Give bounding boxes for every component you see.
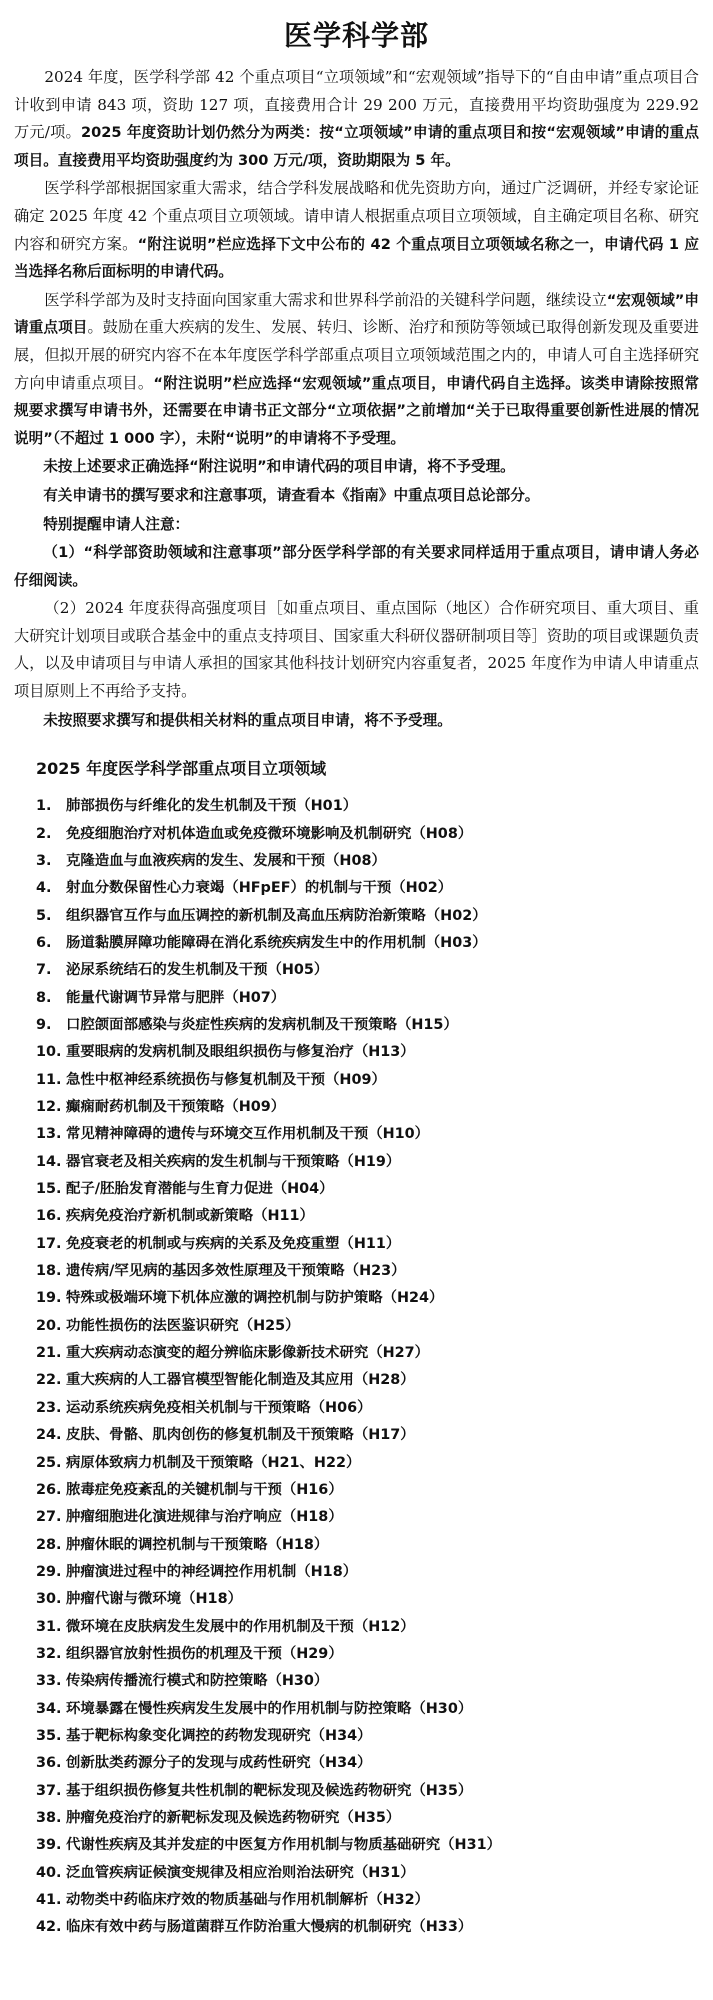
topic-number: 4.: [36, 880, 52, 897]
topic-number: 8.: [36, 989, 52, 1006]
scope-paragraph: [14, 175, 699, 285]
topic-text: 基于组织损伤修复共性机制的靶标发现及候选药物研究（H35）: [66, 1782, 473, 1799]
topic-list: [14, 793, 699, 1941]
topic-item: [36, 1258, 699, 1285]
topic-text: 免疫衰老的机制或与疾病的关系及免疫重塑（H11）: [66, 1235, 401, 1252]
topic-item: [36, 1559, 699, 1586]
topic-text: 创新肽类药源分子的发现与成药性研究（H34）: [66, 1755, 372, 1772]
reminder-item-2: （2）2024 年度获得高强度项目［如重点项目、重点国际（地区）合作研究项目、重大项目、重大研究计划项目或联合基金中的重点支持项目、国家重大科研仪器研制项目等］资助的项目或课题负责人，以及申请项目与申请人承担的国家其他科技计划研究内容重复者，2025 年度作为申请人申请重点项目原则上不再给予支持。: [14, 599, 699, 701]
topic-item: [36, 1176, 699, 1203]
topic-number: 25.: [36, 1454, 62, 1471]
topic-text: 肿瘤休眠的调控机制与干预策略（H18）: [66, 1536, 329, 1553]
topic-number: 30.: [36, 1591, 62, 1608]
topic-number: 2.: [36, 825, 52, 842]
topic-number: 1.: [36, 798, 52, 815]
topic-text: 重大疾病动态演变的超分辨临床影像新技术研究（H27）: [66, 1345, 430, 1362]
topic-number: 18.: [36, 1263, 62, 1280]
topic-item: [36, 1750, 699, 1777]
topic-text: 运动系统疾病免疫相关机制与干预策略（H06）: [66, 1399, 372, 1416]
special-reminder: 特别提醒申请人注意：: [43, 515, 190, 533]
topic-number: 15.: [36, 1181, 62, 1198]
topic-text: 肿瘤演进过程中的神经调控作用机制（H18）: [66, 1563, 358, 1580]
topic-item: [36, 1231, 699, 1258]
intro-text: 2024 年度，医学科学部 42 个重点项目“立项领域”和“宏观领域”指导下的“自由申请”重点项目合计收到申请 843 项，资助 127 项，直接费用合计 29 200 万元，直接费用平均资助强度为 229.92 万元/项。: [14, 68, 699, 142]
topic-item: [36, 793, 699, 820]
topic-text: 肿瘤代谢与微环境（H18）: [66, 1591, 242, 1608]
topic-text: 特殊或极端环境下机体应激的调控机制与防护策略（H24）: [66, 1290, 444, 1307]
topic-text: 癫痫耐药机制及干预策略（H09）: [66, 1099, 286, 1116]
macro-bold-text-2: “附注说明”栏应选择“宏观领域”重点项目，申请代码自主选择。该类申请除按照常规要求撰写申请书外，还需要在申请书正文部分“立项依据”之前增加“关于已取得重要创新性进展的情况说明”（不超过 1 000 字），未附“说明”的申请将不予受理。: [14, 374, 700, 447]
topic-text: 免疫细胞治疗对机体造血或免疫微环境影响及机制研究（H08）: [66, 825, 473, 842]
topic-item: [36, 1121, 699, 1148]
topic-item: [36, 1012, 699, 1039]
topic-item: [36, 1450, 699, 1477]
topic-item: [36, 821, 699, 848]
topic-number: 27.: [36, 1509, 62, 1526]
section-title: 2025 年度医学科学部重点项目立项领域: [36, 759, 327, 779]
topic-item: [36, 1805, 699, 1832]
topic-number: 3.: [36, 852, 52, 869]
topic-number: 17.: [36, 1235, 62, 1252]
topic-text: 传染病传播流行模式和防控策略（H30）: [66, 1673, 329, 1690]
topic-text: 肠道黏膜屏障功能障碍在消化系统疾病发生中的作用机制（H03）: [66, 934, 487, 951]
topic-item: [36, 1887, 699, 1914]
topic-text: 脓毒症免疫紊乱的关键机制与干预（H16）: [66, 1481, 343, 1498]
scope-text: 医学科学部根据国家重大需求，结合学科发展战略和优先资助方向，通过广泛调研，并经专家论证确定 2025 年度 42 个重点项目立项领域。请申请人根据重点项目立项领域，自主确定项目名称、研究内容和研究方案。: [14, 179, 699, 253]
topic-text: 功能性损伤的法医鉴识研究（H25）: [66, 1317, 300, 1334]
topic-number: 14.: [36, 1153, 62, 1170]
topic-number: 38.: [36, 1809, 62, 1826]
topic-number: 16.: [36, 1208, 62, 1225]
topic-text: 临床有效中药与肠道菌群互作防治重大慢病的机制研究（H33）: [66, 1919, 473, 1936]
topic-item: [36, 1067, 699, 1094]
topic-item: [36, 1340, 699, 1367]
topic-item: [36, 1614, 699, 1641]
topic-number: 5.: [36, 907, 52, 924]
closing-note: 未按照要求撰写和提供相关材料的重点项目申请，将不予受理。: [43, 711, 452, 729]
topic-text: 重要眼病的发病机制及眼组织损伤与修复治疗（H13）: [66, 1044, 415, 1061]
topic-text: 泛血管疾病证候演变规律及相应治则治法研究（H31）: [66, 1864, 415, 1881]
page-title: 医学科学部: [283, 19, 429, 52]
topic-text: 能量代谢调节异常与肥胖（H07）: [66, 989, 286, 1006]
topic-item: [36, 985, 699, 1012]
topic-item: [36, 1668, 699, 1695]
topic-text: 组织器官互作与血压调控的新机制及高血压病防治新策略（H02）: [66, 907, 487, 924]
topic-text: 配子/胚胎发育潜能与生育力促进（H04）: [66, 1181, 334, 1198]
topic-text: 常见精神障碍的遗传与环境交互作用机制及干预（H10）: [66, 1126, 430, 1143]
macro-text-2: 。鼓励在重大疾病的发生、发展、转归、诊断、治疗和预防等领域已取得创新发现及重要进展，但拟开展的研究内容不在本年度医学科学部重点项目立项领域范围之内的，申请人可自主选择研究方向申请重点项目。: [14, 318, 699, 392]
topic-item: [36, 1586, 699, 1613]
macro-paragraph: [14, 287, 699, 453]
topic-number: 24.: [36, 1427, 62, 1444]
intro-bold-text: 2025 年度资助计划仍然分为两类：按“立项领域”申请的重点项目和按“宏观领域”申请的重点项目。直接费用平均资助强度约为 300 万元/项，资助期限为 5 年。: [14, 124, 699, 169]
topic-number: 32.: [36, 1645, 62, 1662]
topic-item: [36, 1039, 699, 1066]
topic-text: 病原体致病力机制及干预策略（H21、H22）: [66, 1454, 361, 1471]
topic-text: 组织器官放射性损伤的机理及干预（H29）: [66, 1645, 343, 1662]
topic-number: 12.: [36, 1099, 62, 1116]
macro-bold-text-1: “宏观领域”申请重点项目: [14, 291, 700, 337]
topic-item: [36, 1367, 699, 1394]
topic-text: 肺部损伤与纤维化的发生机制及干预（H01）: [66, 798, 358, 815]
topic-item: [36, 1778, 699, 1805]
topic-text: 代谢性疾病及其并发症的中医复方作用机制与物质基础研究（H31）: [66, 1837, 502, 1854]
topic-text: 急性中枢神经系统损伤与修复机制及干预（H09）: [66, 1071, 386, 1088]
topic-item: [36, 1395, 699, 1422]
topic-number: 11.: [36, 1071, 62, 1088]
topic-text: 环境暴露在慢性疾病发生发展中的作用机制与防控策略（H30）: [66, 1700, 473, 1717]
topic-item: [36, 875, 699, 902]
topic-text: 肿瘤细胞进化演进规律与治疗响应（H18）: [66, 1509, 343, 1526]
topic-item: [36, 1914, 699, 1941]
rejection-note: 未按上述要求正确选择“附注说明”和申请代码的项目申请，将不予受理。: [43, 458, 515, 476]
topic-number: 36.: [36, 1755, 62, 1772]
topic-item: [36, 957, 699, 984]
topic-number: 40.: [36, 1864, 62, 1881]
topic-item: [36, 1149, 699, 1176]
topic-item: [36, 1860, 699, 1887]
topic-item: [36, 1285, 699, 1312]
topic-number: 28.: [36, 1536, 62, 1553]
topic-number: 31.: [36, 1618, 62, 1635]
topic-text: 动物类中药临床疗效的物质基础与作用机制解析（H32）: [66, 1892, 430, 1908]
topic-number: 34.: [36, 1700, 62, 1717]
topic-number: 29.: [36, 1563, 62, 1580]
topic-text: 重大疾病的人工器官模型智能化制造及其应用（H28）: [66, 1372, 415, 1389]
topic-item: [36, 1094, 699, 1121]
topic-item: [36, 1313, 699, 1340]
topic-number: 22.: [36, 1372, 62, 1389]
topic-number: 7.: [36, 962, 52, 979]
topic-text: 泌尿系统结石的发生机制及干预（H05）: [66, 962, 329, 979]
topic-number: 21.: [36, 1345, 62, 1362]
topic-number: 10.: [36, 1044, 62, 1061]
topic-text: 疾病免疫治疗新机制或新策略（H11）: [66, 1208, 314, 1225]
topic-item: [36, 1203, 699, 1230]
topic-number: 35.: [36, 1727, 62, 1744]
topic-text: 口腔颌面部感染与炎症性疾病的发病机制及干预策略（H15）: [66, 1017, 458, 1033]
intro-paragraph: [14, 64, 699, 174]
topic-item: [36, 1723, 699, 1750]
topic-number: 39.: [36, 1837, 62, 1854]
topic-number: 6.: [36, 934, 52, 951]
topic-item: [36, 1422, 699, 1449]
topic-item: [36, 903, 699, 930]
topic-text: 遗传病/罕见病的基因多效性原理及干预策略（H23）: [66, 1263, 406, 1280]
topic-number: 9.: [36, 1017, 52, 1033]
topic-text: 射血分数保留性心力衰竭（HFpEF）的机制与干预（H02）: [66, 880, 453, 897]
topic-item: [36, 1832, 699, 1859]
topic-text: 克隆造血与血液疾病的发生、发展和干预（H08）: [66, 852, 386, 869]
topic-number: 19.: [36, 1290, 62, 1307]
topic-item: [36, 1532, 699, 1559]
reminder-item-1: （1）“科学部资助领域和注意事项”部分医学科学部的有关要求同样适用于重点项目，请申请人务必仔细阅读。: [14, 544, 699, 589]
scope-bold-text: “附注说明”栏应选择下文中公布的 42 个重点项目立项领域名称之一，申请代码 1 应当选择名称后面标明的申请代码。: [14, 235, 699, 281]
topic-item: [36, 930, 699, 957]
guide-reference: 有关申请书的撰写要求和注意事项，请查看本《指南》中重点项目总论部分。: [43, 486, 540, 504]
topic-item: [36, 1504, 699, 1531]
topic-text: 肿瘤免疫治疗的新靶标发现及候选药物研究（H35）: [66, 1809, 401, 1826]
topic-number: 26.: [36, 1481, 62, 1498]
topic-item: [36, 848, 699, 875]
topic-item: [36, 1641, 699, 1668]
topic-number: 20.: [36, 1317, 62, 1334]
topic-number: 37.: [36, 1782, 62, 1799]
topic-number: 33.: [36, 1673, 62, 1690]
topic-number: 41.: [36, 1892, 62, 1908]
topic-number: 13.: [36, 1126, 62, 1143]
topic-text: 皮肤、骨骼、肌肉创伤的修复机制及干预策略（H17）: [66, 1427, 415, 1444]
topic-number: 23.: [36, 1399, 62, 1416]
macro-text: 医学科学部为及时支持面向国家重大需求和世界科学前沿的关键科学问题，继续设立: [44, 290, 607, 309]
topic-text: 基于靶标构象变化调控的药物发现研究（H34）: [66, 1727, 372, 1744]
topic-item: [36, 1477, 699, 1504]
topic-text: 微环境在皮肤病发生发展中的作用机制及干预（H12）: [66, 1618, 415, 1635]
topic-text: 器官衰老及相关疾病的发生机制与干预策略（H19）: [66, 1153, 401, 1170]
topic-item: [36, 1696, 699, 1723]
topic-number: 42.: [36, 1919, 62, 1936]
